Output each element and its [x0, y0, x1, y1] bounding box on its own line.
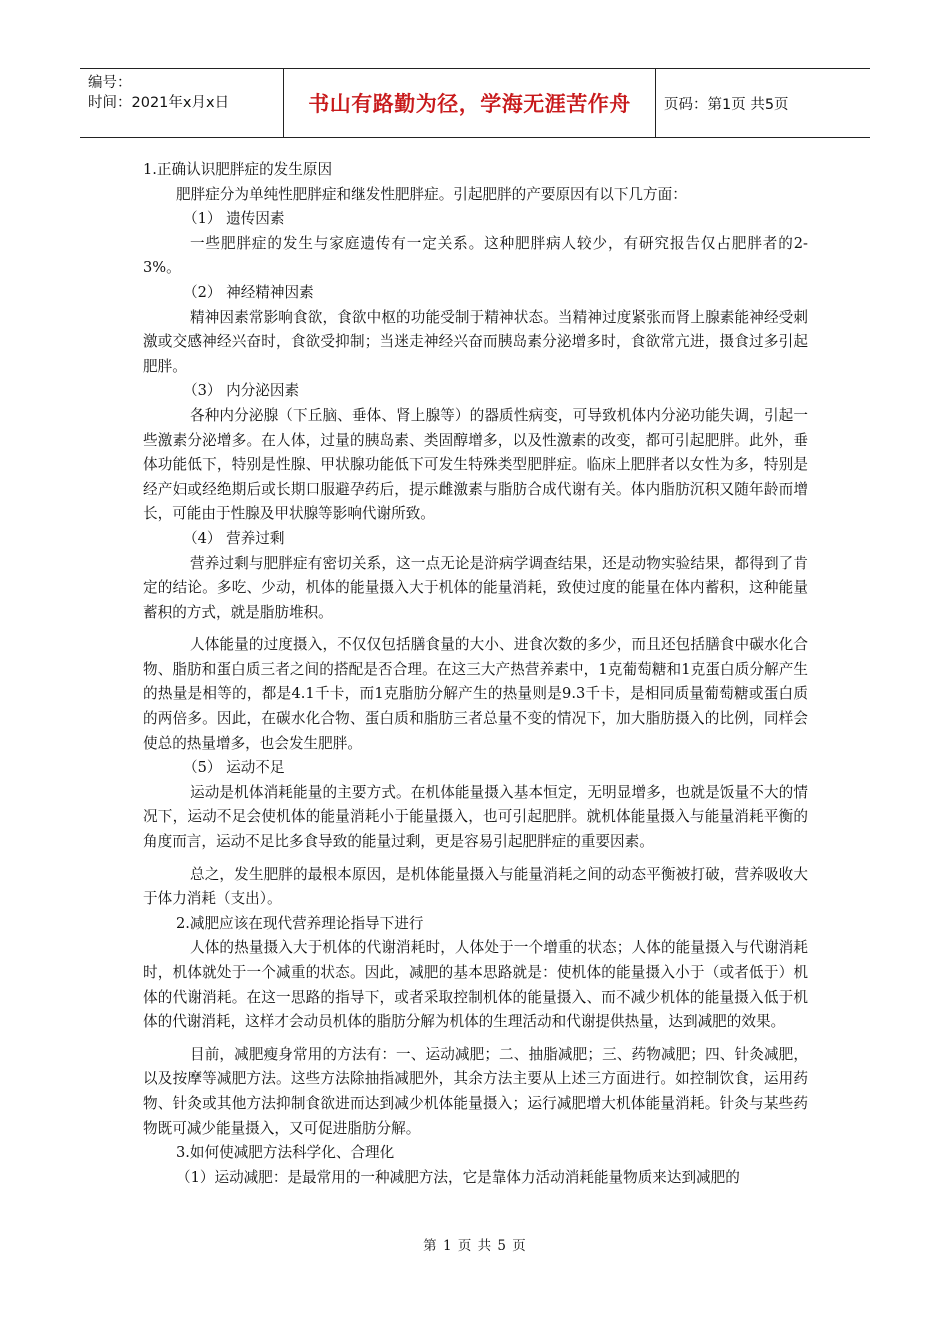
paragraph-exercise: 运动是机体消耗能量的主要方式。在机体能量摄入基本恒定，无明显增多，也就是饭量不大的情况下，运动不足会使机体的能量消耗小于能量摄入，也可引起肥胖。就机体能量摄入与能量消耗平衡的角度而言，运动不足比多食导致的能量过剩，更是容易引起肥胖症的重要因素。	[143, 783, 808, 851]
serial-number: 编号：	[88, 75, 132, 91]
subheading-exercise: （5） 运动不足	[183, 759, 285, 777]
paragraph-endocrine: 各种内分泌腺（下丘脑、垂体、肾上腺等）的器质性病变，可导致机体内分泌功能失调，引起一些激素分泌增多。在人体，过量的胰岛素、类固醇增多，以及性激素的改变，都可引起肥胖。此外，垂体功能低下，特别是性腺、甲状腺功能低下可发生特殊类型肥胖症。临床上肥胖者以女性为多，特别是经产妇或经绝期后或长期口服避孕药后，提示雌激素与脂肪合成代谢有关。体内脂肪沉积又随年龄而增长，可能由于性腺及甲状腺等影响代谢所致。	[143, 406, 808, 523]
header-meta	[80, 69, 284, 137]
paragraph-neuro: 精神因素常影响食欲，食欲中枢的功能受制于精神状态。当精神过度紧张而肾上腺素能神经受刺激或交感神经兴奋时，食欲受抑制；当迷走神经兴奋而胰岛素分泌增多时，食欲常亢进，摄食过多引起肥胖。	[143, 308, 808, 375]
section-title-2: 2.减肥应该在现代营养理论指导下进行	[176, 914, 424, 932]
subheading-endocrine: （3） 内分泌因素	[183, 382, 300, 400]
section-intro: 肥胖症分为单纯性肥胖症和继发性肥胖症。引起肥胖的产要原因有以下几方面：	[176, 185, 687, 203]
paragraph-theory: 人体的热量摄入大于机体的代谢消耗时，人体处于一个增重的状态；人体的能量摄入与代谢消耗时，机体就处于一个减重的状态。因此，减肥的基本思路就是：使机体的能量摄入小于（或者低于）机体的代谢消耗。在这一思路的指导下，或者采取控制机体的能量摄入、而不减少机体的能量摄入低于机体的代谢消耗，这样才会动员机体的脂肪分解为机体的生理活动和代谢提供热量，达到减肥的效果。	[143, 939, 808, 1031]
paragraph-nutrition: 营养过剩与肥胖症有密切关系，这一点无论是浒病学调查结果，还是动物实验结果，都得到了肯定的结论。多吃、少动，机体的能量摄入大于机体的能量消耗，致使过度的能量在体内蓄积，这种能量蓄积的方式，就是脂肪堆积。	[143, 554, 808, 621]
date-line: 时间：2021年x月x日	[88, 95, 230, 111]
header-motto: 书山有路勤为径，学海无涯苦作舟	[284, 69, 656, 137]
section-title-3: 3.如何使减肥方法科学化、合理化	[176, 1144, 395, 1162]
section-title-1: 1.正确认识肥胖症的发生原因	[143, 161, 333, 178]
paragraph-summary: 总之，发生肥胖的最根本原因，是机体能量摄入与能量消耗之间的动态平衡被打破，营养吸收大于体力消耗（支出）。	[143, 865, 808, 908]
page-footer: 第 1 页 共 5 页	[423, 1238, 527, 1254]
subheading-neuro: （2） 神经精神因素	[183, 283, 314, 301]
paragraph-energy-intake: 人体能量的过度摄入，不仅仅包括膳食量的大小、进食次数的多少，而且还包括膳食中碳水化合物、脂肪和蛋白质三者之间的搭配是否合理。在这三大产热营养素中，1克葡萄糖和1克蛋白质分解产生的热量是相等的，都是4.1千卡，而1克脂肪分解产生的热量则是9.3千卡，是相同质量葡萄糖或蛋白质的两倍多。因此，在碳水化合物、蛋白质和脂肪三者总量不变的情况下，加大脂肪摄入的比例，同样会使总的热量增多，也会发生肥胖。	[143, 636, 808, 752]
page-header	[80, 68, 870, 138]
paragraph-methods: 目前，减肥瘦身常用的方法有：一、运动减肥；二、抽脂减肥；三、药物减肥；四、针灸减肥，以及按摩等减肥方法。这些方法除抽指减肥外，其余方法主要从上述三方面进行。如控制饮食，运用药物、针灸或其他方法抑制食欲进而达到减少机体能量摄入；运行减肥增大机体能量消耗。针灸与某些药物既可减少能量摄入，又可促进脂肪分解。	[143, 1045, 808, 1137]
document-body	[143, 158, 808, 1190]
paragraph-genetic: 一些肥胖症的发生与家庭遗传有一定关系。这种肥胖病人较少，有研究报告仅占肥胖者的2-3%。	[143, 234, 808, 277]
header-page-number: 页码：第1页 共5页	[664, 96, 789, 113]
subheading-nutrition: （4） 营养过剩	[183, 529, 285, 547]
subheading-genetic: （1） 遗传因素	[183, 210, 285, 228]
paragraph-exercise-method: （1）运动减肥：是最常用的一种减肥方法，它是靠体力活动消耗能量物质来达到减肥的	[176, 1168, 740, 1186]
